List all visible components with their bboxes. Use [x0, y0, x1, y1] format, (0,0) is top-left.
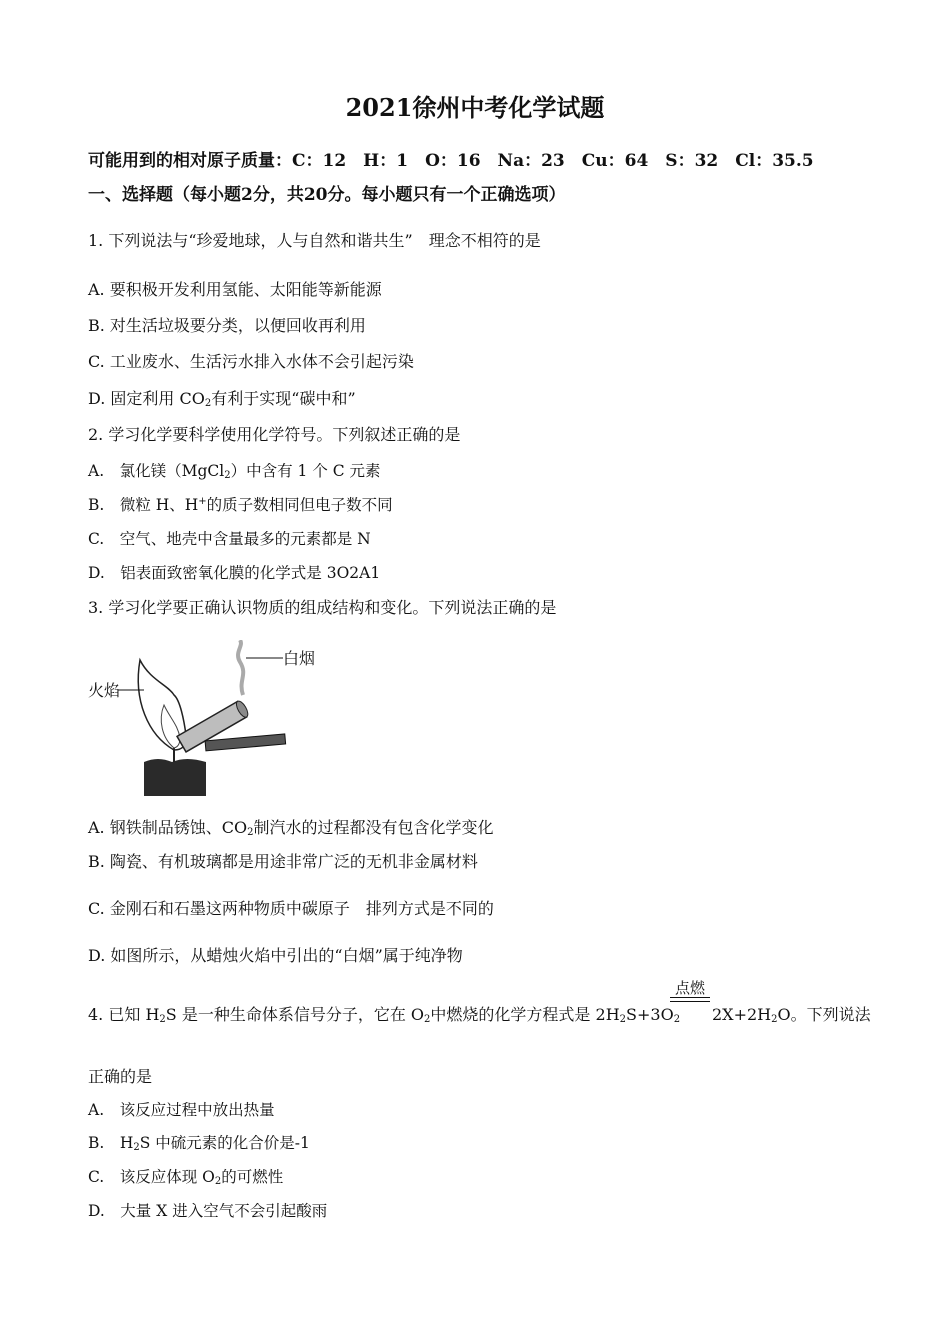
flame-inner [161, 705, 180, 748]
question-4-option-d: D. 大量 X 进入空气不会引起酸雨 [88, 1202, 328, 1220]
question-4-stem-tail: $2X+2H_2O$。下列说法 [712, 1005, 871, 1025]
question-4-stem-continued: 正确的是 [88, 1067, 153, 1086]
question-1-option-b: B. 对生活垃圾要分类，以便回收再利用 [88, 316, 366, 335]
question-4-stem: 4. 已知 $H_2S$ 是一种生命体系信号分子，它在 $O_2$中燃烧的化学方程式是 $2H_2S+3O_2$ [88, 1005, 681, 1025]
question-4-option-a: A. 该反应过程中放出热量 [88, 1101, 275, 1119]
question-2-option-c: C. 空气、地壳中含量最多的元素都是 N [88, 530, 371, 548]
candle-smoke-figure [88, 640, 328, 800]
question-1-option-d: D. 固定利用 $CO_2$有利于实现“碳中和” [88, 389, 356, 409]
flame-label: 火焰 [88, 681, 121, 700]
candle-body [144, 759, 206, 796]
question-2-option-a: A. 氯化镁（MgCl$_2$）中含有 1 个 C 元素 [88, 462, 381, 481]
question-2-stem: 2. 学习化学要科学使用化学符号。下列叙述正确的是 [88, 425, 461, 444]
reaction-equals-sign [670, 997, 710, 1002]
question-2-option-d: D. 铝表面致密氧化膜的化学式是 3O2A1 [88, 564, 381, 582]
question-3-option-b: B. 陶瓷、有机玻璃都是用途非常广泛的无机非金属材料 [88, 852, 478, 871]
question-3-stem: 3. 学习化学要正确认识物质的组成结构和变化。下列说法正确的是 [88, 598, 557, 617]
reaction-condition: 点燃 [674, 979, 705, 997]
question-4-option-c: C. 该反应体现 $O_2$的可燃性 [88, 1168, 284, 1187]
question-3-option-a: A. 钢铁制品锈蚀、$CO_2$制汽水的过程都没有包含化学变化 [88, 818, 494, 838]
question-1-stem: 1. 下列说法与“珍爱地球，人与自然和谐共生” 理念不相符的是 [88, 231, 541, 250]
smoke-label: 白烟 [283, 649, 316, 668]
question-1-option-a: A. 要积极开发利用氢能、太阳能等新能源 [88, 280, 382, 299]
section-heading: 一、选择题（每小题2分，共20分。每小题只有一个正确选项） [88, 185, 566, 205]
question-3-option-c: C. 金刚石和石墨这两种物质中碳原子 排列方式是不同的 [88, 899, 494, 918]
white-smoke [238, 640, 243, 695]
question-3-option-d: D. 如图所示，从蜡烛火焰中引出的“白烟”属于纯净物 [88, 946, 463, 965]
question-2-option-b: B. 微粒 H、H+的质子数相同但电子数不同 [88, 495, 393, 514]
question-1-option-c: C. 工业废水、生活污水排入水体不会引起污染 [88, 352, 414, 371]
question-4-option-b: B. $H_2S$ 中硫元素的化合价是-1 [88, 1134, 310, 1153]
page-title: 2021徐州中考化学试题 [345, 93, 605, 122]
atomic-mass-line: 可能用到的相对原子质量：C：12 H：1 O：16 Na：23 Cu：64 S：32 Cl：35.5 [88, 151, 814, 171]
